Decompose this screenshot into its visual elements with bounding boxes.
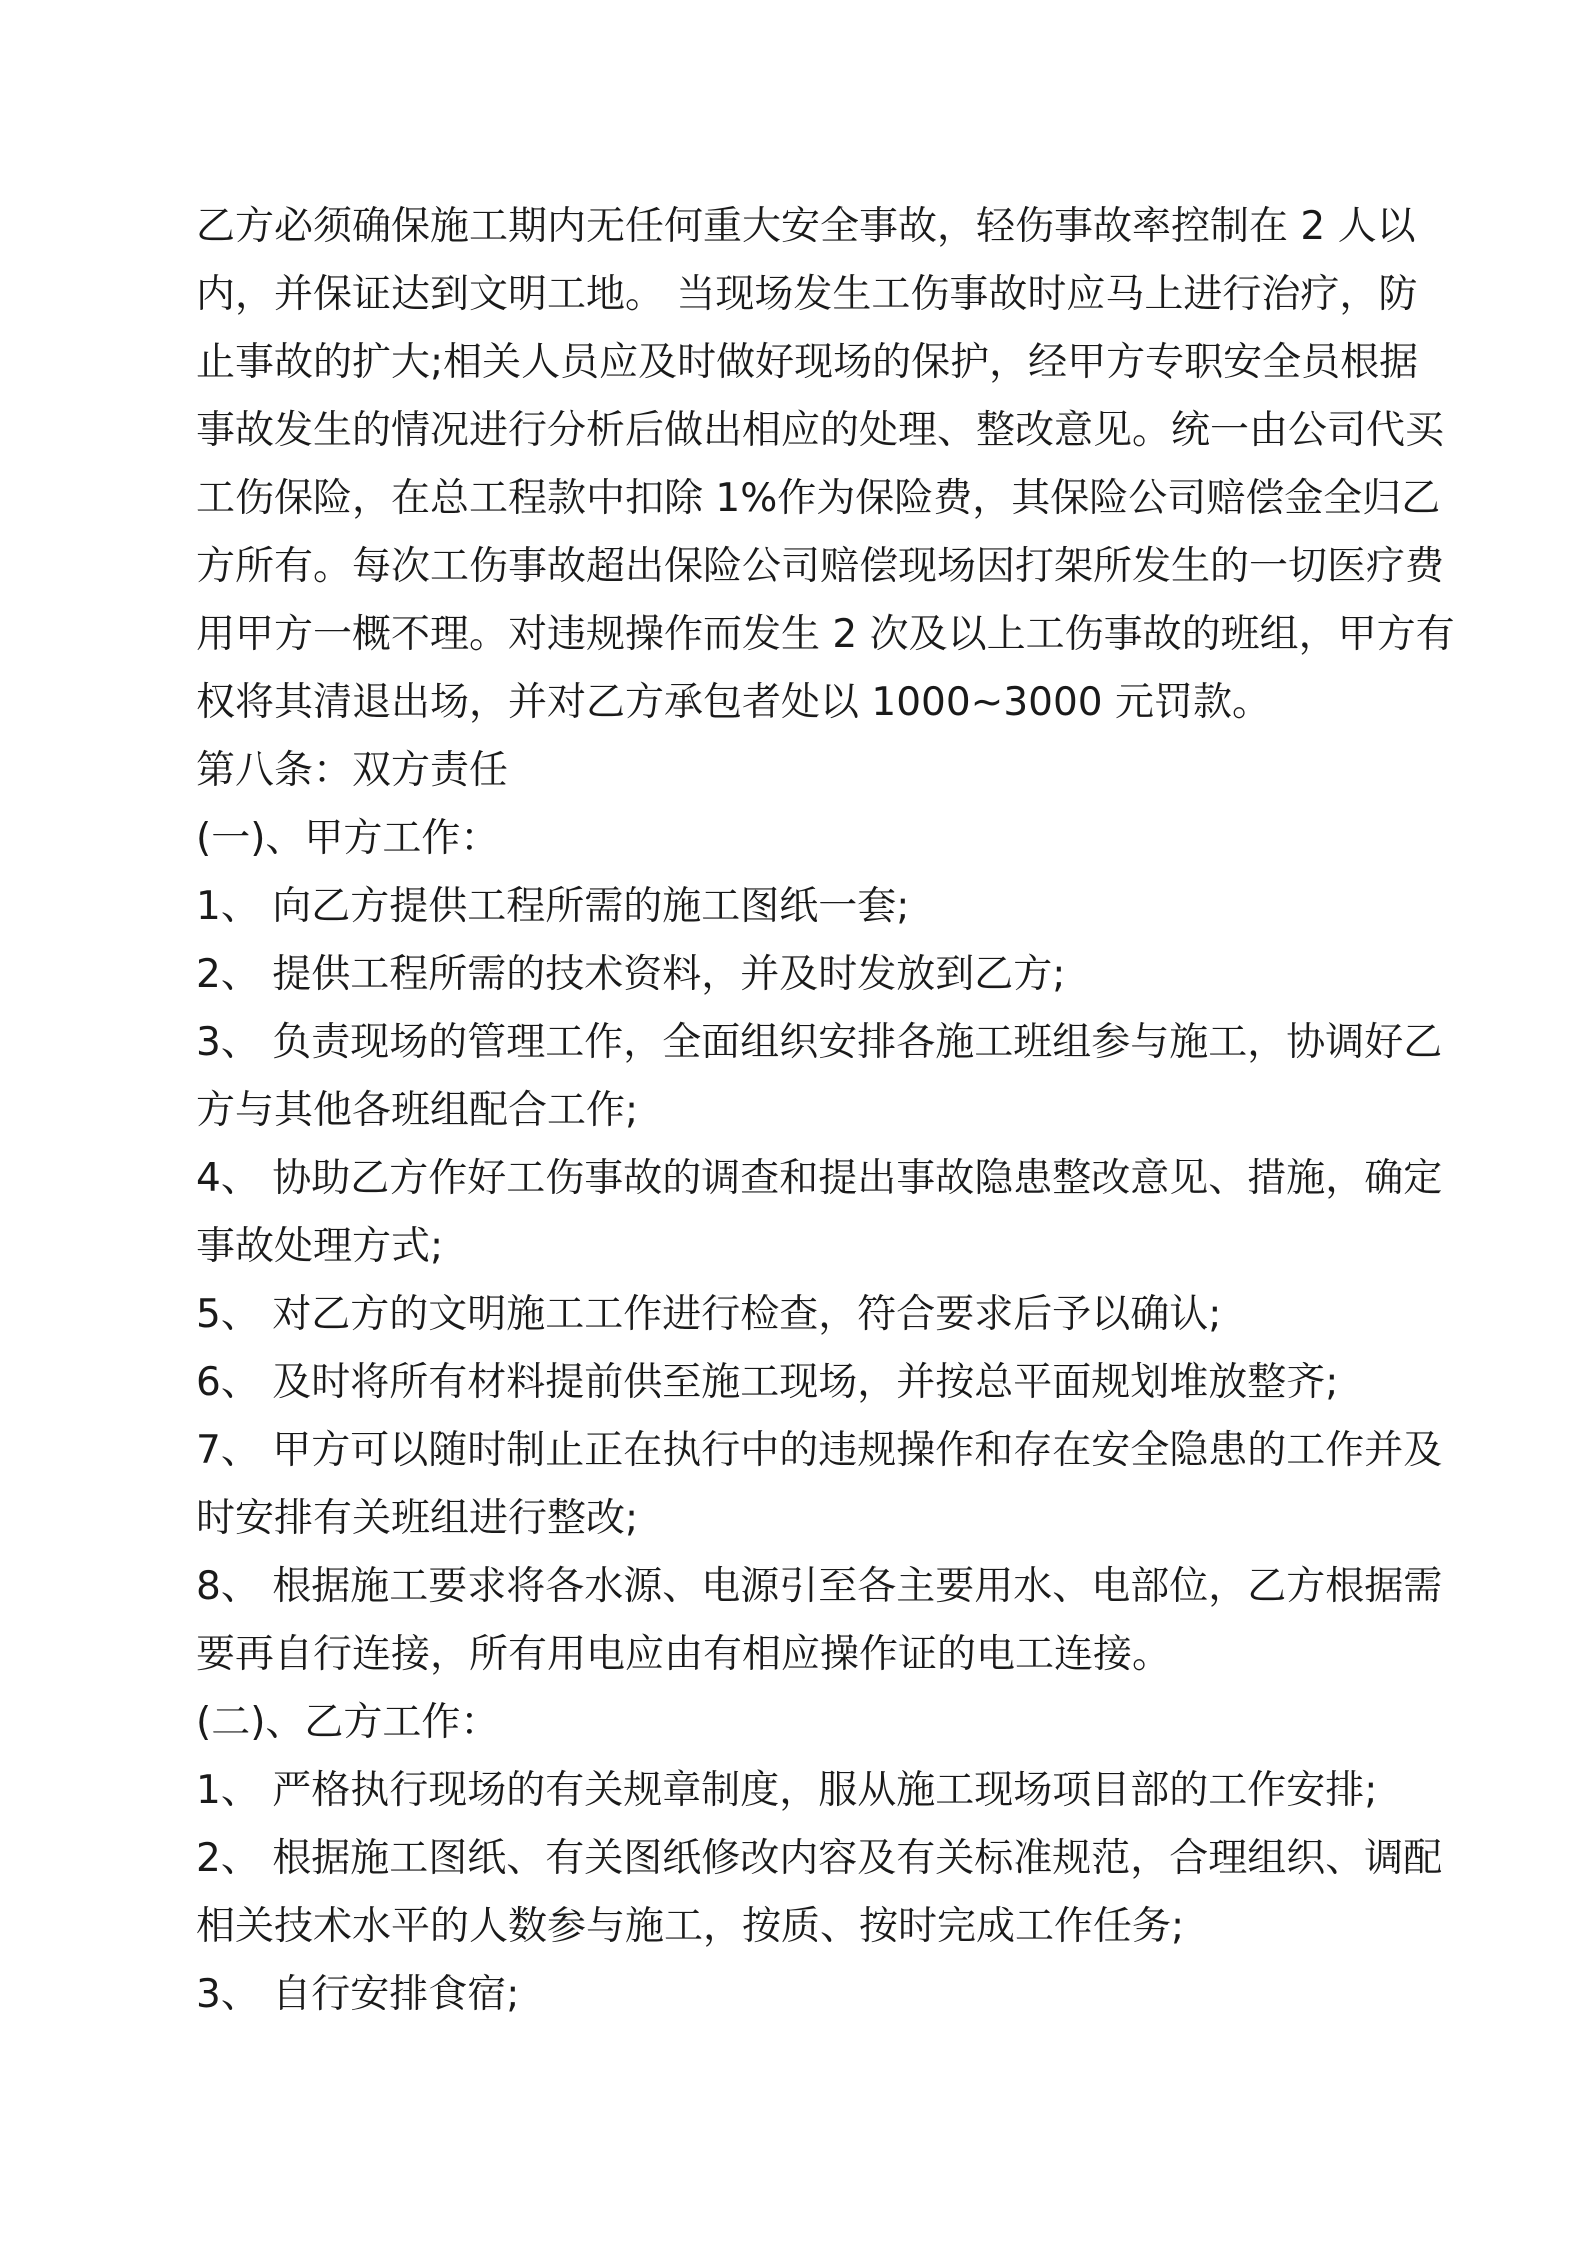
- list-item-line: 方与其他各班组配合工作;: [196, 1088, 639, 1133]
- list-item-line: 2、 根据施工图纸、有关图纸修改内容及有关标准规范，合理组织、调配: [196, 1836, 1443, 1881]
- list-item-line: 相关技术水平的人数参与施工，按质、按时完成工作任务;: [196, 1904, 1185, 1949]
- list-item-line: 5、 对乙方的文明施工工作进行检查，符合要求后予以确认;: [196, 1292, 1222, 1337]
- list-item-line: 3、 负责现场的管理工作，全面组织安排各施工班组参与施工，协调好乙: [196, 1020, 1443, 1065]
- party-a-item-1: [196, 873, 1401, 941]
- intro-paragraph: [196, 193, 1455, 737]
- list-item-line: 时安排有关班组进行整改;: [196, 1496, 639, 1541]
- text-line: 工伤保险，在总工程款中扣除 1%作为保险费，其保险公司赔偿金全归乙: [196, 476, 1441, 521]
- list-item-line: 2、 提供工程所需的技术资料，并及时发放到乙方;: [196, 952, 1066, 997]
- list-item-line: 4、 协助乙方作好工伤事故的调查和提出事故隐患整改意见、措施，确定: [196, 1156, 1443, 1201]
- list-item-line: 要再自行连接，所有用电应由有相应操作证的电工连接。: [196, 1632, 1172, 1677]
- party-b-item-1: [196, 1757, 1401, 1825]
- party-a-item-5: [196, 1281, 1401, 1349]
- party-b-heading: (二)、乙方工作：: [196, 1700, 500, 1745]
- text-line: 止事故的扩大;相关人员应及时做好现场的保护，经甲方专职安全员根据: [196, 340, 1419, 385]
- party-a-item-4: [196, 1145, 1443, 1281]
- text-line: 事故发生的情况进行分析后做出相应的处理、整改意见。统一由公司代买: [196, 408, 1445, 453]
- party-a-item-6: [196, 1349, 1401, 1417]
- list-item-line: 7、 甲方可以随时制止正在执行中的违规操作和存在安全隐患的工作并及: [196, 1428, 1443, 1473]
- party-b-item-3: [196, 1961, 1401, 2029]
- list-item-line: 事故处理方式;: [196, 1224, 444, 1269]
- party-a-heading: (一)、甲方工作：: [196, 816, 500, 861]
- list-item-line: 1、 严格执行现场的有关规章制度，服从施工现场项目部的工作安排;: [196, 1768, 1378, 1813]
- party-a-item-7: [196, 1417, 1443, 1553]
- list-item-line: 3、 自行安排食宿;: [196, 1972, 520, 2017]
- party-a-item-8: [196, 1553, 1443, 1689]
- text-line: 方所有。每次工伤事故超出保险公司赔偿现场因打架所发生的一切医疗费: [196, 544, 1445, 589]
- list-item-line: 6、 及时将所有材料提前供至施工现场，并按总平面规划堆放整齐;: [196, 1360, 1339, 1405]
- text-line: 内，并保证达到文明工地。 当现场发生工伤事故时应马上进行治疗，防: [196, 272, 1418, 317]
- text-line: 用甲方一概不理。对违规操作而发生 2 次及以上工伤事故的班组，甲方有: [196, 612, 1455, 657]
- document-page: [196, 193, 1455, 2029]
- list-item-line: 1、 向乙方提供工程所需的施工图纸一套;: [196, 884, 910, 929]
- party-b-item-2: [196, 1825, 1443, 1961]
- party-a-item-2: [196, 941, 1401, 1009]
- party-a-item-3: [196, 1009, 1443, 1145]
- text-line: 乙方必须确保施工期内无任何重大安全事故，轻伤事故率控制在 2 人以: [196, 204, 1416, 249]
- article-heading: 第八条：双方责任: [196, 748, 509, 793]
- text-line: 权将其清退出场，并对乙方承包者处以 1000~3000 元罚款。: [196, 680, 1271, 725]
- list-item-line: 8、 根据施工要求将各水源、电源引至各主要用水、电部位，乙方根据需: [196, 1564, 1443, 1609]
